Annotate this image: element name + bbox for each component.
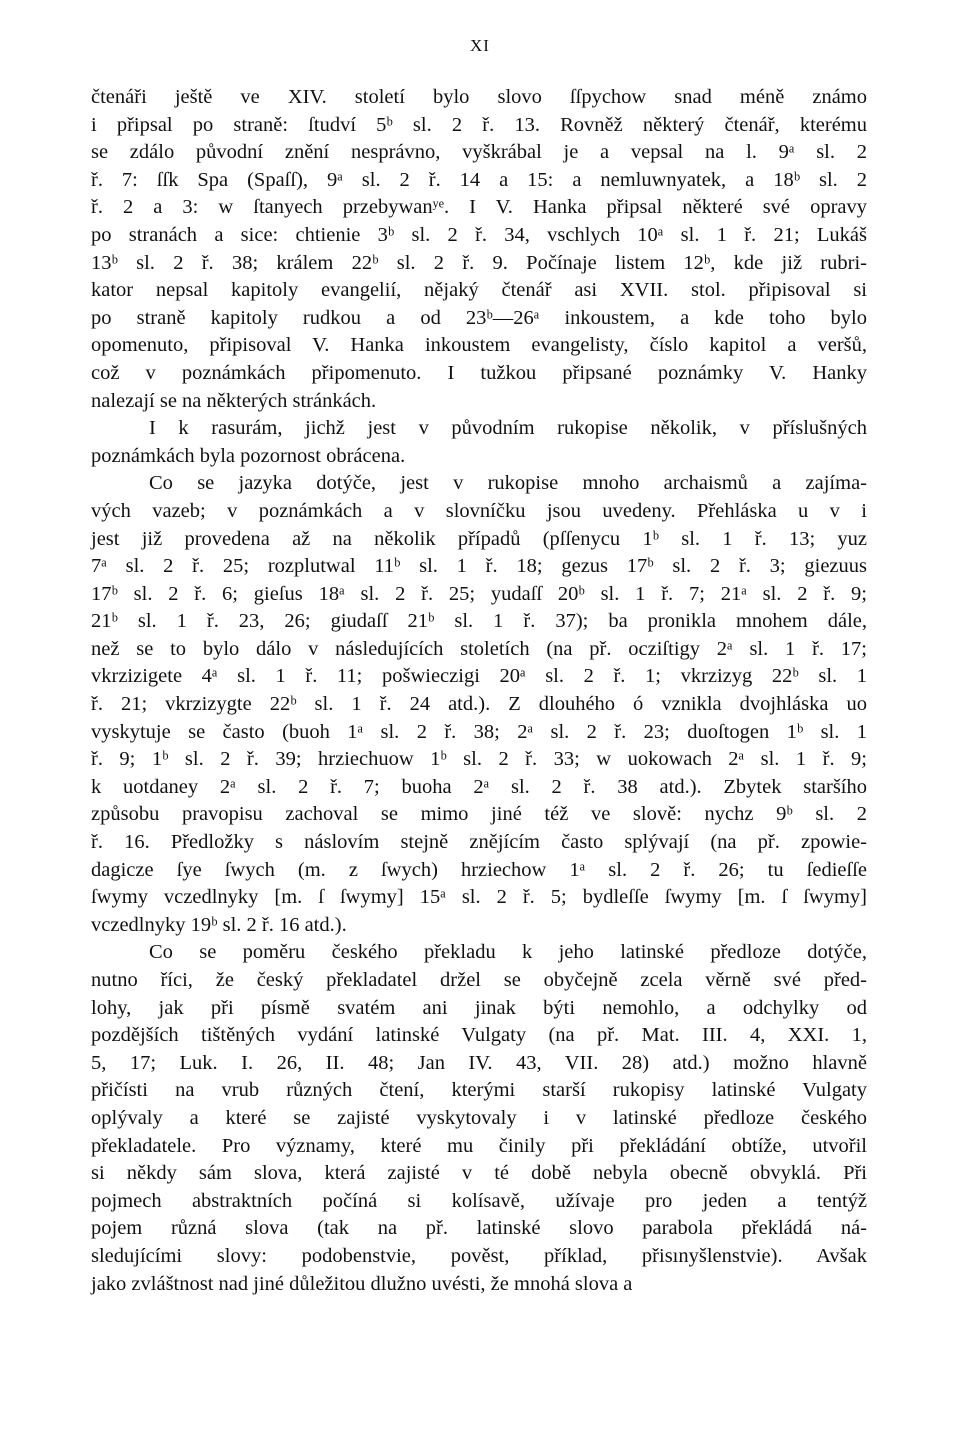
text-line: 7ᵃ sl. 2 ř. 25; rozplutwal 11ᵇ sl. 1 ř. 18; gezus 17ᵇ sl. 2 ř. 3; giezuus [91, 555, 867, 578]
text-line: ſwymy vczedlnyky [m. ſ ſwymy] 15ᵃ sl. 2 ř. 5; bydleſſe ſwymy [m. ſ ſwymy] [91, 886, 867, 909]
text-line: po stranách a sice: chtienie 3ᵇ sl. 2 ř. 34, vschlych 10ᵃ sl. 1 ř. 21; Lukáš [91, 223, 867, 246]
text-line: Co se poměru českého překladu k jeho latinské předloze dotýče, [149, 941, 867, 964]
text-line: vczedlnyky 19ᵇ sl. 2 ř. 16 atd.). [91, 913, 347, 936]
text-line: 17ᵇ sl. 2 ř. 6; gieſus 18ᵃ sl. 2 ř. 25; yudaſſ 20ᵇ sl. 1 ř. 7; 21ᵃ sl. 2 ř. 9; [91, 582, 867, 605]
text-line: k uotdaney 2ᵃ sl. 2 ř. 7; buoha 2ᵃ sl. 2 ř. 38 atd.). Zbytek staršího [91, 775, 867, 798]
text-line: překladatele. Pro významy, které mu činily při překládání obtíže, utvořil [91, 1134, 867, 1157]
text-line: 21ᵇ sl. 1 ř. 23, 26; giudaſſ 21ᵇ sl. 1 ř. 37); ba pronikla mnohem dále, [91, 610, 867, 633]
text-line: I k rasurám, jichž jest v původním rukopise několik, v příslušných [149, 417, 867, 440]
text-line: vých vazeb; v poznámkách a v slovníčku jsou uvedeny. Přehláska u v i [91, 499, 867, 522]
page-number: XI [470, 36, 490, 55]
text-line: dagicze ſye ſwych (m. z ſwych) hrziechow 1ᵃ sl. 2 ř. 26; tu ſedieſſe [91, 858, 867, 881]
text-line: ř. 21; vkrzizygte 22ᵇ sl. 1 ř. 24 atd.). Z dlouhého ó vznikla dvojhláska uo [91, 693, 867, 716]
text-line: si někdy sám slova, která zajisté v té době nebyla obecně obvyklá. Při [91, 1162, 867, 1185]
text-line: 5, 17; Luk. I. 26, II. 48; Jan IV. 43, VII. 28) atd.) možno hlavně [91, 1051, 867, 1074]
text-line: čtenáři ještě ve XIV. století bylo slovo ſſpychow snad méně známo [91, 86, 867, 108]
text-line: vkrzizigete 4ᵃ sl. 1 ř. 11; pošwieczigi 20ᵃ sl. 2 ř. 1; vkrzizyg 22ᵇ sl. 1 [91, 665, 867, 688]
paragraph [91, 415, 867, 470]
paragraph [91, 84, 867, 415]
text-line: nutno říci, že český překladatel držel se obyčejně zcela věrně své před- [91, 969, 867, 991]
text-line: ř. 2 a 3: w ſtanyech przebywanʸᵉ. I V. Hanka připsal některé své opravy [91, 196, 867, 219]
text-line: ř. 16. Předložky s náslovím stejně znějícím často splývají (na př. zpowie- [91, 831, 867, 854]
text-line: ř. 9; 1ᵇ sl. 2 ř. 39; hrziechuow 1ᵇ sl. 2 ř. 33; w uokowach 2ᵃ sl. 1 ř. 9; [91, 748, 867, 771]
text-line: kator nepsal kapitoly evangelií, nějaký čtenář asi XVII. stol. připisoval si [91, 279, 867, 302]
text-line: než se to bylo dálo v následujících stoletích (na př. ocziſtigy 2ᵃ sl. 1 ř. 17; [91, 637, 867, 660]
text-line: způsobu pravopisu zachoval se mimo jiné též ve slově: nychz 9ᵇ sl. 2 [91, 803, 867, 826]
text-line: se zdálo původní znění nesprávno, vyškrábal je a vepsal na l. 9ᵃ sl. 2 [91, 141, 867, 164]
text-line: pojem různá slova (tak na př. latinské slovo parabola překládá ná- [91, 1217, 867, 1240]
text-line: vyskytuje se často (buoh 1ᵃ sl. 2 ř. 38; 2ᵃ sl. 2 ř. 23; duoſtogen 1ᵇ sl. 1 [91, 720, 867, 743]
text-line: což v poznámkách připomenuto. I tužkou připsané poznámky V. Hanky [91, 361, 867, 384]
text-line: ř. 7: ſſk Spa (Spaſſ), 9ᵃ sl. 2 ř. 14 a 15: a nemluwnyatek, a 18ᵇ sl. 2 [91, 168, 867, 191]
text-line: i připsal po straně: ſtudví 5ᵇ sl. 2 ř. 13. Rovněž některý čtenář, kterému [91, 113, 867, 136]
text-line: pojmech abstraktních počíná si kolísavě, užívaje pro jeden a tentýž [91, 1189, 867, 1212]
text-line: pozdějších tištěných vydání latinské Vulgaty (na př. Mat. III. 4, XXI. 1, [91, 1024, 867, 1047]
text-line: nalezají se na některých stránkách. [91, 389, 377, 412]
text-line: přičísti na vrub různých čtení, kterými starší rukopisy latinské Vulgaty [91, 1079, 867, 1102]
text-line: jako zvláštnost nad jiné důležitou dlužno uvésti, že mnohá slova a [91, 1272, 633, 1295]
text-line: poznámkách byla pozornost obrácena. [91, 444, 406, 467]
text-line: lohy, jak při písmě svatém ani jinak býti nemohlo, a odchylky od [91, 996, 867, 1019]
text-line: po straně kapitoly rudkou a od 23ᵇ—26ᵃ inkoustem, a kde toho bylo [91, 306, 867, 329]
text-line: Co se jazyka dotýče, jest v rukopise mnoho archaismů a zajíma- [149, 472, 867, 495]
text-line: oplývaly a které se zajisté vyskytovaly i v latinské předloze českého [91, 1106, 867, 1129]
text-block [91, 84, 867, 1298]
text-line: 13ᵇ sl. 2 ř. 38; králem 22ᵇ sl. 2 ř. 9. Počínaje listem 12ᵇ, kde již rubri- [91, 251, 867, 274]
text-line: opomenuto, připisoval V. Hanka inkoustem evangelisty, číslo kapitol a veršů, [91, 334, 867, 357]
text-line: sledujícími slovy: podobenstvie, pověst, příklad, přisınyšlenstvie). Avšak [91, 1244, 867, 1267]
paragraph [91, 470, 867, 939]
paragraph [91, 939, 867, 1298]
text-line: jest již provedena až na několik případů (pſſenycu 1ᵇ sl. 1 ř. 13; yuz [91, 527, 867, 550]
